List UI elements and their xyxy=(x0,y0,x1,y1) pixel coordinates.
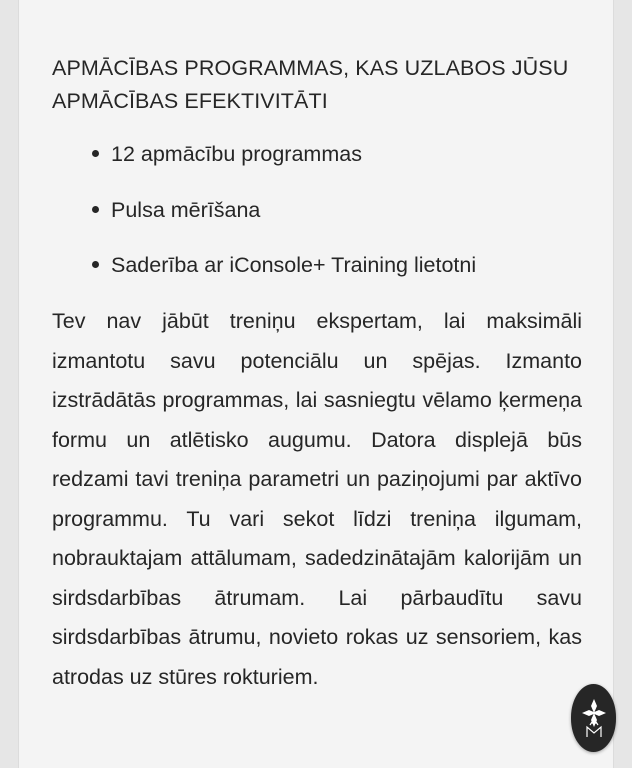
brand-logo-icon xyxy=(579,695,609,741)
floating-action-button[interactable] xyxy=(571,684,616,752)
description-paragraph: Tev nav jābūt treniņu ekspertam, lai maksimāli izmantotu savu potenciālu un spējas. Izmanto izstrādātās programmas, lai sasniegtu vēlamo ķermeņa formu un atlētisko augumu. Datora displejā būs redzami tavi treniņa parametri un paziņojumi par aktīvo programmu. Tu vari sekot līdzi treniņa ilgumam, nobrauktajam attālumam, sadedzinātajām kalorijām un sirdsdarbības ātrumam. Lai pārbaudītu savu sirdsdarbības ātrumu, novieto rokas uz sensoriem, kas atrodas uz stūres rokturiem. xyxy=(52,309,582,689)
content-page xyxy=(18,0,614,768)
feature-label: 12 apmācību programmas xyxy=(111,142,362,166)
feature-label: Saderība ar iConsole+ Training lietotni xyxy=(111,253,477,277)
bullet-icon xyxy=(92,261,99,268)
feature-item xyxy=(52,192,592,248)
feature-list xyxy=(52,136,592,303)
feature-item xyxy=(52,247,592,303)
section-heading: APMĀCĪBAS PROGRAMMAS, KAS UZLABOS JŪSU APMĀCĪBAS EFEKTIVITĀTI xyxy=(52,56,569,113)
bullet-icon xyxy=(92,206,99,213)
feature-item xyxy=(52,136,592,192)
bullet-icon xyxy=(92,150,99,157)
feature-label: Pulsa mērīšana xyxy=(111,197,261,222)
